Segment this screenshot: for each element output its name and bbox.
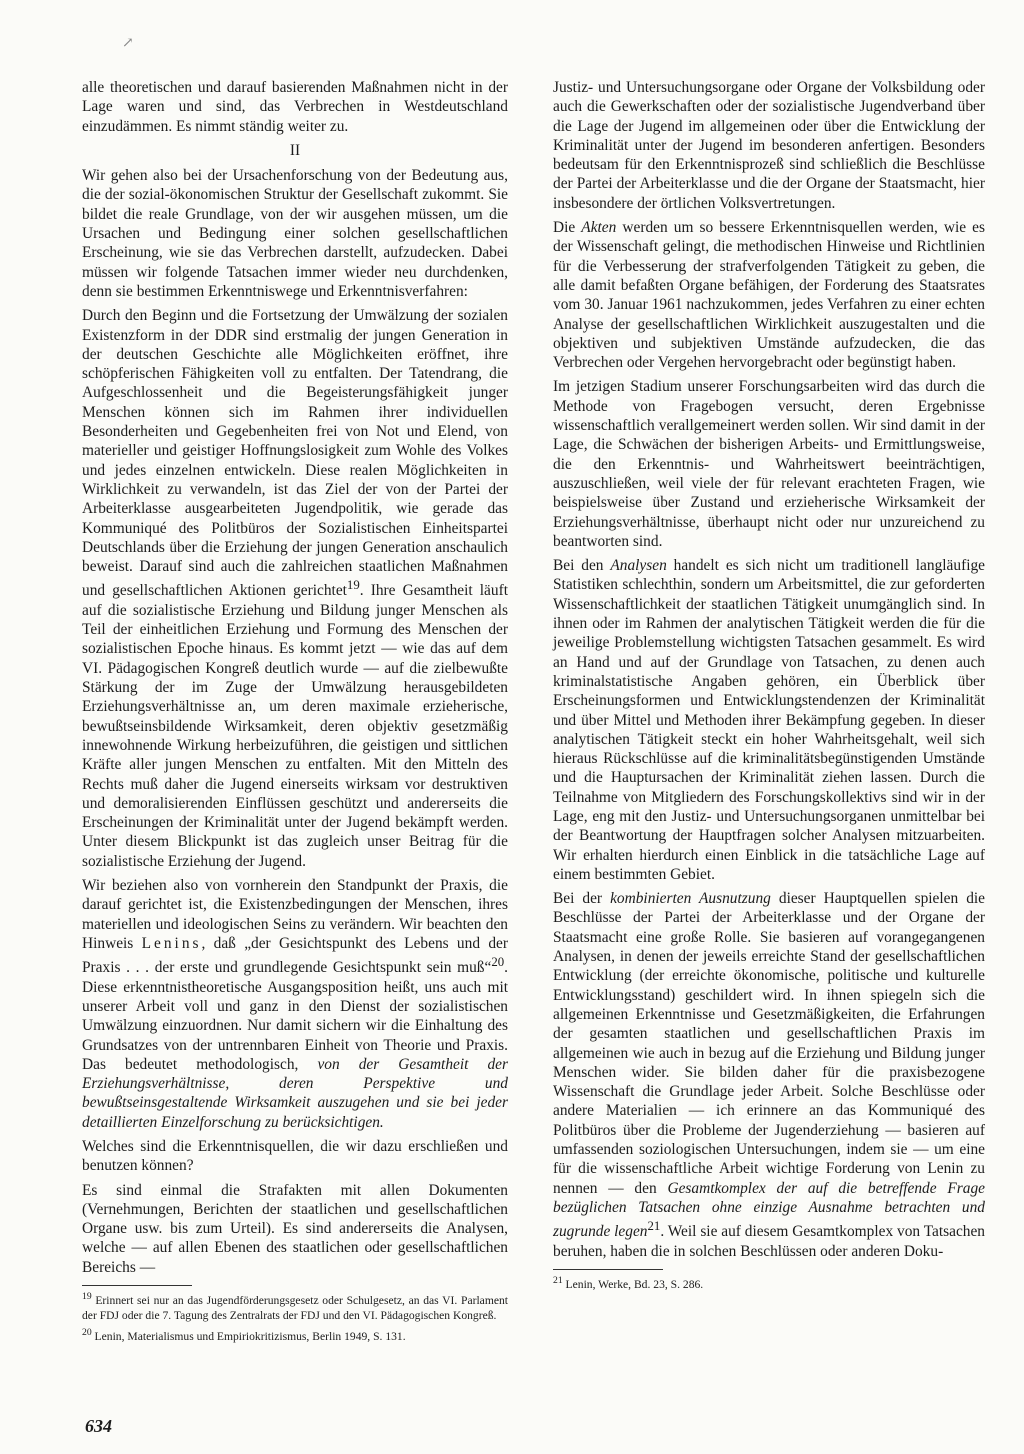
- footnote-ref: 19: [346, 578, 360, 593]
- paragraph: alle theoretischen und darauf basierenden Maßnahmen nicht in der Lage waren und sind, das Verbrechen in Westdeutschland einzudämmen. Es nimmt ständig weiter zu.: [82, 79, 508, 135]
- text-run: Durch den Beginn und die Fortsetzung der Umwälzung der sozialen Existenzform in der DDR sind erstmalig der jungen Generation in der deutschen Geschichte alle Möglichkeiten eröffnet, ihre schöpferischen Fähigkeiten voll zu entfalten. Der Tatendrang, die Aufgeschlossenheit und die Begeisterungsfähigkeit junger Menschen können sich im Rahmen ihrer individuellen Besonderheiten und Gegebenheiten frei von Not und Elend, von materieller und geistiger Hoffnungslosigkeit zum Wohle des Volkes und jedes einzelnen entwickeln. Diese realen Möglichkeiten in Wirklichkeit zu verwandeln, ist das Ziel der von der Partei der Arbeiterklasse ausgearbeiteten Jugendpolitik, wie gerade das Kommuniqué des Politbüros der Sozialistischen Einheitspartei Deutschlands über die Erziehung der jungen Generation anschaulich beweist. Darauf sind auch die zahlreichen staatlichen Maßnahmen und gesellschaftlichen Aktionen gerichtet: [82, 307, 508, 600]
- margin-pen-mark: ↗: [122, 36, 134, 51]
- paragraph: Im jetzigen Stadium unserer Forschungsarbeiten wird das durch die Methode von Fragebogen versucht, deren Ergebnisse wissenschaftlich verallgemeinert werden sollen. Wir sind damit in der Lage, die Schwächen der bisherigen Arbeits- und Ermittlungsweise, die den Erkenntnis- und Wahrheitswert beeinträchtigen, auszuschließen, weil viele der für relevant erachteten Fragen, wie beispielsweise über Zustand und erzieherische Wirksamkeit der Erziehungsverhältnisse, überhaupt nicht oder nur unzureichend zu beantworten sind.: [553, 378, 985, 550]
- paragraph: Welches sind die Erkenntnisquellen, die wir dazu erschließen und benutzen können?: [82, 1137, 508, 1175]
- text-run: . Diese erkenntnistheoretische Ausgangsposition heißt, uns auch mit unserer Arbeit voll und ganz in den Dienst der sozialistischen Umwälzung einzuordnen. Nur damit sichern wir die Einhaltung des Grundsatzes von der untrennbaren Einheit von Theorie und Praxis. Das bedeutet methodologisch,: [82, 959, 508, 1073]
- italic-run: von der Gesamtheit der Erziehungsverhältnisse, deren Perspektive und bewußtseinsgestaltende Wirksamkeit auszugehen und sie bei jeder detaillierten Einzelforschung zu berücksichtigen.: [82, 1055, 508, 1131]
- text-run: Bei der: [553, 890, 611, 908]
- section-heading: II: [289, 141, 301, 159]
- footnote: [553, 1274, 985, 1292]
- left-column: [82, 78, 508, 1348]
- footnote-num: 19: [82, 1291, 92, 1303]
- paragraph: [82, 876, 508, 1132]
- footnote-text: Erinnert sei nur an das Jugendförderungsgesetz oder Schulgesetz, an das VI. Parlament der FDJ oder die 7. Tagung des Zentralrats der FDJ und den VI. Pädagogischen Kongreß.: [82, 1293, 508, 1322]
- footnote-text: Lenin, Werke, Bd. 23, S. 286.: [562, 1277, 704, 1291]
- paragraph: Justiz- und Untersuchungsorgane oder Organe der Volksbildung oder auch die Gewerkschaften oder der sozialistische Jugendverband über die Lage der Jugend im allgemeinen oder über die Entwicklung der Kriminalität unter der Jugend im besonderen anfertigen. Besonders bedeutsam für den Erkenntnisprozeß sind schließlich die Beschlüsse der Partei der Arbeiterklasse und die der Organe der Staatsmacht, hier insbesondere der örtlichen Volksvertretungen.: [553, 79, 985, 212]
- paragraph: [553, 556, 985, 884]
- footnote-num: 21: [553, 1274, 563, 1286]
- paragraph: [82, 306, 508, 871]
- text-run: Wir beziehen also von vornherein den Standpunkt der Praxis, die darauf gerichtet ist, die Existenzbedingungen der Menschen, ihres materiellen und ideologischen Seins zu verändern. Wir beachten den Hinweis: [82, 877, 508, 952]
- footnote-num: 20: [82, 1327, 92, 1339]
- italic-run: Analysen: [610, 557, 667, 575]
- text-run: . Weil sie auf diesem Gesamtkomplex von Tatsachen beruhen, haben die in solchen Beschlüssen oder anderen Doku-: [553, 1223, 986, 1260]
- footnote-ref: 20: [491, 955, 505, 970]
- text-run: Bei den: [553, 557, 611, 575]
- footnote: [82, 1290, 508, 1323]
- italic-run: Akten: [581, 219, 617, 237]
- paragraph: [553, 218, 985, 372]
- text-run: dieser Hauptquellen spielen die Beschlüsse der Partei der Arbeiterklasse und der Organe der Staatsmacht eine große Rolle. Sie basieren auf vorangegangenen Analysen, in denen der jeweils erreichte Stand der gesellschaftlichen Entwicklung (der erreichte ökonomische, politische und kulturelle Entwicklungsstand) geschildert wird. In ihnen spiegeln sich die allgemeinen Erkenntnisse und Gesetzmäßigkeiten, die Erfahrungen der gesamten staatlichen und gesellschaftlichen Praxis im allgemeinen wie auch in bezug auf die Erziehung und Bildung junger Menschen wider. Sie bilden daher für die praxisbezogene Wissenschaft die Grundlage jeder Arbeit. Solche Beschlüsse oder andere Materialien — ich erinnere an das Kommuniqué des Politbüros über die Probleme der Jugenderziehung — basieren auf umfassenden soziologischen Untersuchungen, indem sie — um eine für die wissenschaftliche Arbeit wichtige Forderung von Lenin zu nennen — den: [553, 890, 985, 1197]
- text-run: . Ihre Gesamtheit läuft auf die sozialistische Erziehung und Bildung junger Menschen als Teil der einheitlichen Erziehung und Formung des Menschen der sozialistischen Epoche hinaus. Es kommt jetzt — wie das auf dem VI. Pädagogischen Kongreß deutlich wurde — auf die zielbewußte Stärkung der im Zuge der Umwälzung herausgebildeten Erziehungsverhältnisse an, um deren maximale erzieherische, bewußtseinsbildende Wirksamkeit, deren objektiv gesetzmäßig innewohnende Wirkung herbeizuführen, die geistigen und sittlichen Kräfte aller jungen Menschen zu entfalten. Mit den Mitteln des Rechts muß daher die Jugend einerseits wirksam vor destruktiven und demoralisierenden Einflüssen geschützt und andererseits die Erscheinungen der Kriminalität unter der Jugend bekämpft werden. Unter diesem Blickpunkt ist das zugleich unser Beitrag für die sozialistische Erziehung der Jugend.: [82, 582, 508, 870]
- footnote-text: Lenin, Materialismus und Empiriokritizismus, Berlin 1949, S. 131.: [91, 1329, 406, 1343]
- footnote-rule: [553, 1269, 663, 1270]
- italic-run: Gesamtkomplex der auf die betreffende Frage bezüglichen Tatsachen ohne einzige Ausnahme betrachten und zugrunde legen: [553, 1179, 985, 1241]
- footnote: [82, 1326, 508, 1344]
- text-run: handelt es sich nicht um traditionell langläufige Statistiken schlechthin, sondern um Arbeitsmittel, die zur geforderten Wissenschaftlichkeit der staatlichen Tätigkeit unumgänglich sind. In ihnen oder im Rahmen der analytischen Tätigkeit werden die für die jeweilige Problemstellung wichtigsten Tatsachen gesammelt. Es wird an Hand und auf der Grundlage von Tatsachen, zu denen auch kriminalstatistische Angaben gehören, ein Überblick über Erscheinungsformen und Entwicklungstendenzen der Kriminalität und über Mittel und Methoden ihrer Bekämpfung gegeben. In dieser analytischen Tätigkeit steckt ein hoher Wahrheitsgehalt, weil sich hieraus Rückschlüsse auf die kriminalitätsbegünstigenden Umstände und die Hauptursachen der Kriminalität ziehen lassen. Durch die Teilnahme von Mitgliedern des Forschungskollektivs sind wir in der Lage, eng mit den Justiz- und Untersuchungsorganen unmittelbar bei der Beantwortung der Hauptfragen solcher Analysen mitzuarbeiten. Wir erhalten hierdurch einen Einblick in die tatsächliche Lage auf einem bestimmten Gebiet.: [553, 557, 985, 883]
- italic-run: kombinierten Ausnutzung: [610, 890, 771, 908]
- paragraph: Es sind einmal die Strafakten mit allen Dokumenten (Vernehmungen, Berichten der staatlichen und gesellschaftlichen Organe usw. bis zum Urteil). Es sind andererseits die Analysen, welche — auf allen Ebenen des staatlichen oder gesellschaftlichen Bereichs —: [82, 1181, 508, 1276]
- text-run: werden um so bessere Erkenntnisquellen werden, wie es der Wissenschaft gelingt, die methodischen Hinweise und Richtlinien für die Verbesserung der strafverfolgenden Tätigkeit zu geben, die alle damit befaßten Organe befähigen, der Forderung des Staatsrates vom 30. Januar 1961 nachzukommen, jedes Verfahren zu einer echten Analyse der gesellschaftlichen Wirklichkeit auszugestalten und die objektiven und subjektiven Umstände aufzudecken, die das Verbrechen oder Vergehen hervorgebracht oder begünstigt haben.: [553, 219, 985, 372]
- paragraph: [553, 889, 985, 1261]
- footnote-ref: 21: [647, 1219, 661, 1234]
- right-column: [553, 78, 985, 1295]
- paragraph: Wir gehen also bei der Ursachenforschung von der Bedeutung aus, die der sozial-ökonomischen Struktur der Gesellschaft zukommt. Sie bildet die reale Grundlage, von der wir ausgehen müssen, um die Ursachen und Bedingung einer solchen gesellschaftlichen Erscheinung, wie sie das Verbrechen darstellt, aufzudecken. Dabei müssen wir folgende Tatsachen immer wieder neu durchdenken, denn sie bestimmen Erkenntniswege und Erkenntnisverfahren:: [82, 167, 508, 300]
- text-run: Die: [553, 219, 582, 237]
- spaced-name: Lenins: [141, 934, 202, 952]
- text-run: , daß „der Gesichtspunkt des Lebens und der Praxis . . . der erste und grundlegende Gesichtspunkt sein muß“: [82, 934, 508, 977]
- footnote-rule: [82, 1285, 192, 1286]
- page-number: 634: [85, 1416, 112, 1436]
